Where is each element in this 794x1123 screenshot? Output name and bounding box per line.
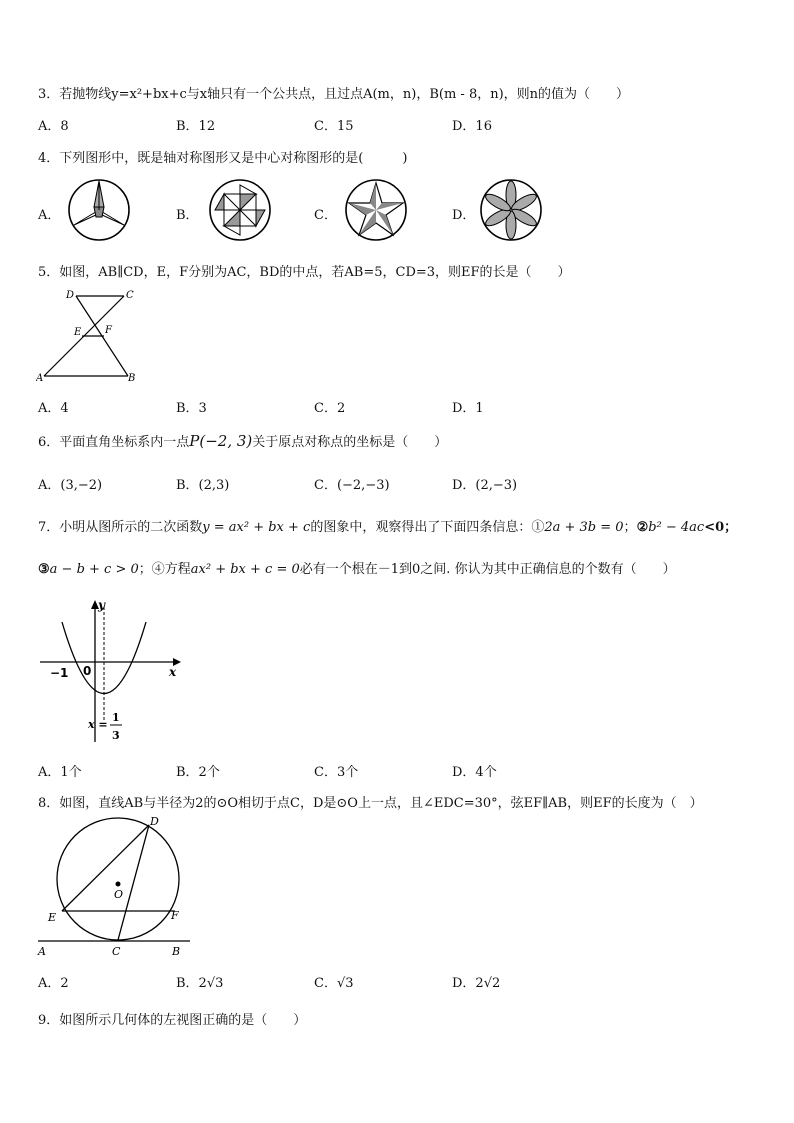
label-o: O (114, 888, 124, 901)
label-a: A (36, 373, 44, 384)
q7-option-a: A．1个 (38, 765, 82, 780)
q3-option-d: D．16 (452, 119, 492, 134)
q3-stem: 3．若抛物线y=x²+bx+c与x轴只有一个公共点，且过点A(m，n)，B(m - 8，n)，则n的值为（ ） (38, 87, 630, 102)
q5-option-b: B．3 (176, 401, 207, 416)
q7-text-4: 必有一个根在－1到0之间. 你认为其中正确信息的个数有（ ） (299, 562, 676, 577)
q6-option-c: C．(−2,−3) (314, 478, 390, 493)
label-a: A (38, 945, 46, 958)
q3-option-c: C．15 (314, 119, 354, 134)
q7-circle-2: ② (636, 520, 649, 535)
q4-option-d: D． (452, 208, 476, 223)
pinwheel-figure (207, 177, 273, 243)
q6-option-a: A．(3,−2) (38, 478, 103, 493)
q8-option-c: C．√3 (314, 976, 354, 991)
q7-text-3: ；④方程 (138, 562, 191, 577)
q8-option-a: A．2 (38, 976, 69, 991)
q4-option-a: A． (38, 208, 61, 223)
q7-function: y = ax² + bx + c (202, 520, 311, 535)
q7-line2 (38, 558, 676, 577)
q4-option-b: B． (176, 208, 199, 223)
label-f: F (171, 909, 179, 922)
q6-stem (38, 431, 447, 450)
q4-option-c: C． (314, 208, 337, 223)
label-d: D (150, 815, 159, 828)
q8-option-d: D．2√2 (452, 976, 501, 991)
label-denominator: 3 (112, 729, 120, 742)
q5-option-c: C．2 (314, 401, 346, 416)
q7-option-c: C．3个 (314, 765, 359, 780)
circle-tangent-figure (34, 812, 196, 962)
q5-option-d: D．1 (452, 401, 484, 416)
label-e: E (74, 327, 82, 338)
label-b: B (172, 945, 181, 958)
label-numerator: 1 (112, 711, 120, 724)
label-axis-eq: x = (88, 718, 108, 731)
q6-option-b: B．(2,3) (176, 478, 230, 493)
q7-option-b: B．2个 (176, 765, 220, 780)
label-x: x (169, 665, 177, 679)
star-figure (343, 177, 409, 243)
q8-stem: 8．如图，直线AB与半径为2的⊙O相切于点C，D是⊙O上一点，且∠EDC=30°，弦EF∥AB，则EF的长度为（ ） (38, 796, 703, 811)
q6-option-d: D．(2,−3) (452, 478, 518, 493)
q6-point: P(−2, 3) (189, 432, 253, 450)
flower-figure (478, 177, 544, 243)
q5-option-a: A．4 (38, 401, 69, 416)
parabola-graph (38, 597, 183, 747)
label-c: C (112, 945, 121, 958)
q6-stem-post: 关于原点对称点的坐标是（ ） (252, 435, 448, 450)
q7-circle-3: ③ (38, 562, 50, 577)
q7-sep: ； (623, 520, 637, 535)
q7-option-d: D．4个 (452, 765, 497, 780)
label-d: D (66, 290, 75, 301)
q9-stem: 9．如图所示几何体的左视图正确的是（ ） (38, 1013, 307, 1028)
q7-equation: ax² + bx + c = 0 (190, 562, 300, 577)
q3-option-a: A．8 (38, 119, 69, 134)
q8-option-b: B．2√3 (176, 976, 224, 991)
label-neg-one: −1 (50, 666, 69, 680)
q7-info-3: a − b + c > 0 (49, 562, 139, 577)
label-origin: 0 (83, 664, 92, 678)
label-y: y (98, 598, 105, 612)
q4-stem: 4．下列图形中，既是轴对称图形又是中心对称图形的是( ) (38, 151, 408, 166)
q5-stem: 5．如图，AB∥CD，E，F分别为AC，BD的中点，若AB=5，CD=3，则EF的长是（ ） (38, 265, 571, 280)
q6-stem-pre: 6．平面直角坐标系内一点 (38, 435, 190, 450)
label-b: B (128, 373, 136, 384)
q7-info-2: b² − 4ac (648, 520, 705, 535)
q7-info-1: 2a + 3b = 0 (544, 520, 624, 535)
q7-text-1: 7．小明从图所示的二次函数 (38, 520, 203, 535)
three-blade-figure (66, 177, 132, 243)
q3-option-b: B．12 (176, 119, 216, 134)
label-f: F (105, 325, 112, 336)
q7-lt-zero: <0； (704, 520, 738, 535)
q7-line1 (38, 516, 737, 535)
trapezoid-midpoint-figure (36, 286, 146, 386)
q7-text-2: 的图象中，观察得出了下面四条信息：① (310, 520, 545, 535)
label-c: C (126, 290, 134, 301)
label-e: E (48, 911, 57, 924)
